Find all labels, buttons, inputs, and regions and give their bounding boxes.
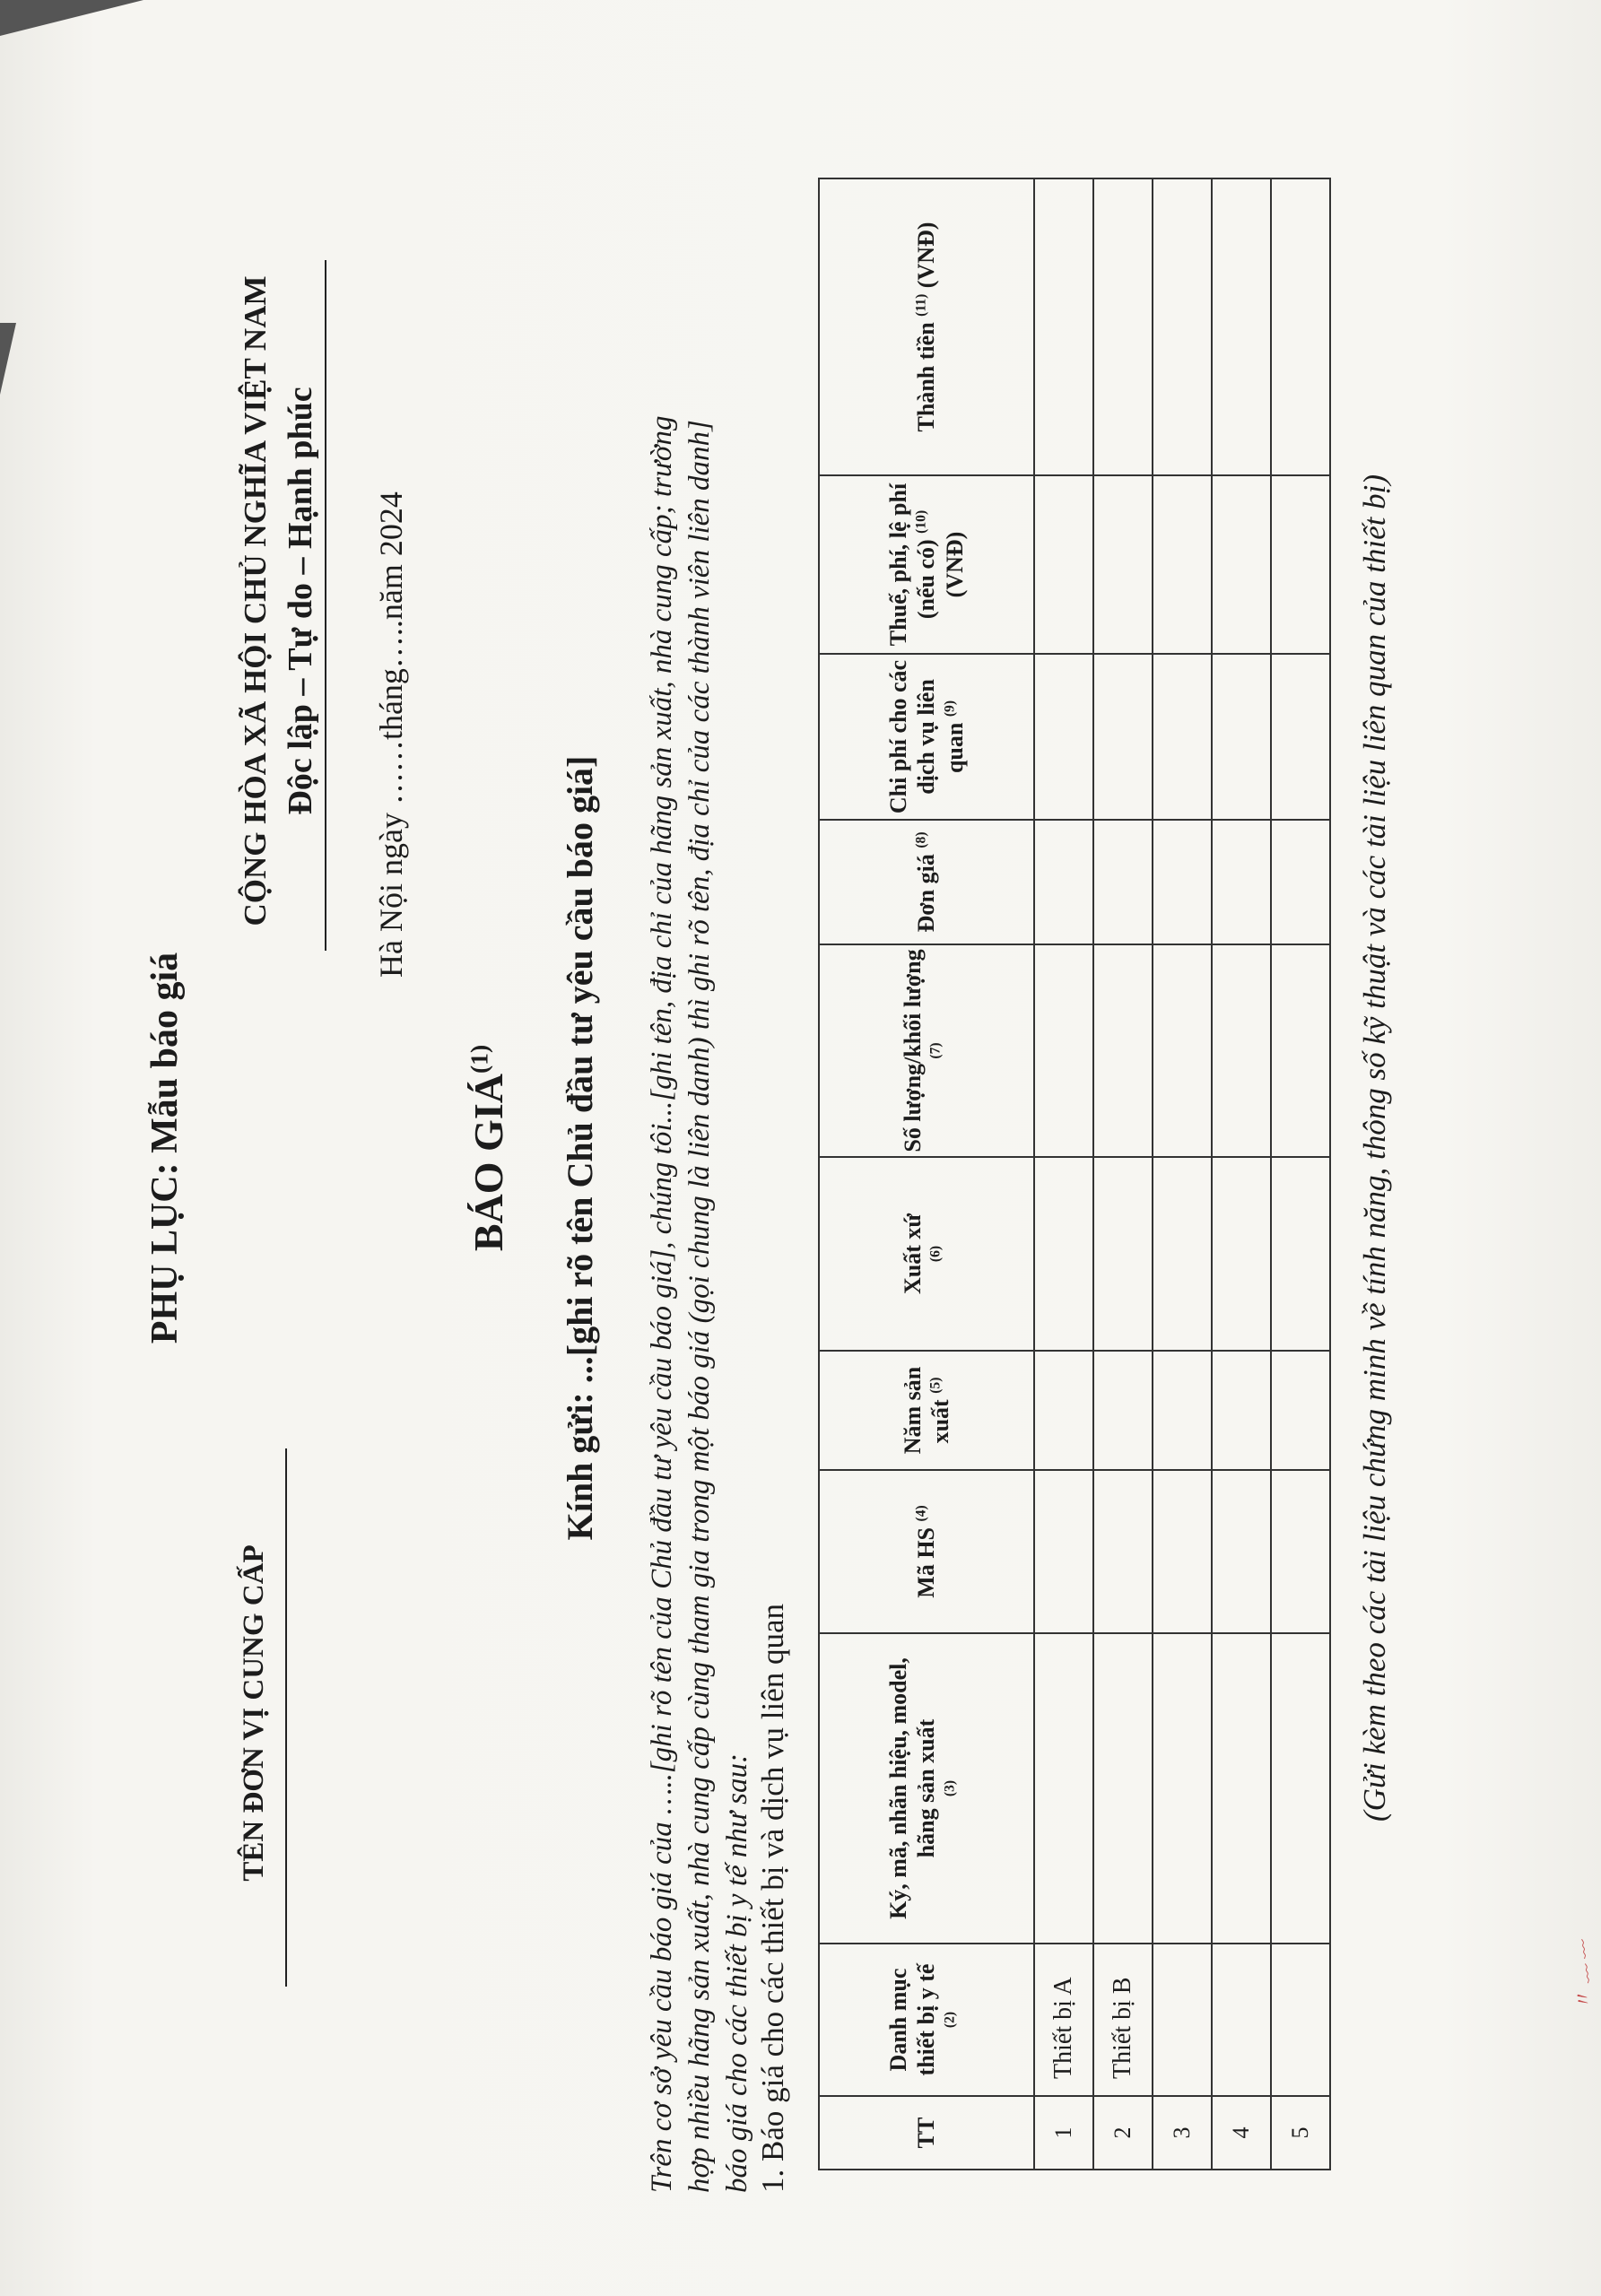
col-label: Ký, mã, nhãn hiệu, model, hãng sản xuất: [885, 1657, 940, 1919]
table-row: [1153, 178, 1212, 2170]
col-ref: (3): [941, 1779, 957, 1797]
cell-tt: 4: [1212, 2096, 1271, 2170]
col-label: Mã HS: [913, 1526, 940, 1598]
col-ref: (4): [913, 1505, 929, 1522]
col-suffix: (VNĐ): [941, 531, 968, 598]
cell-empty: [1212, 1351, 1271, 1470]
cell-empty: [1271, 1470, 1330, 1633]
cell-empty: [1153, 944, 1212, 1157]
cell-item: [1271, 1944, 1330, 2096]
quote-title-text: BÁO GIÁ: [466, 1074, 511, 1252]
col-header-unit-price: [819, 820, 1034, 944]
cell-empty: [1093, 820, 1153, 944]
cell-empty: [1212, 178, 1271, 475]
cell-empty: [1034, 1633, 1093, 1944]
cell-empty: [1153, 1633, 1212, 1944]
col-ref: (5): [927, 1377, 944, 1394]
cell-empty: [1093, 178, 1153, 475]
cell-empty: [1034, 1157, 1093, 1351]
cell-empty: [1034, 944, 1093, 1157]
col-label: Xuất xứ: [899, 1213, 926, 1294]
cell-item: Thiết bị B: [1093, 1944, 1153, 2096]
table-row: [1093, 178, 1153, 2170]
quote-title-ref: (1): [465, 1044, 493, 1074]
intro-line-3: báo giá cho các thiết bị y tế như sau:: [721, 1753, 753, 2193]
col-label: Thuế, phí, lệ phí (nếu có): [885, 483, 940, 647]
table-row: [1034, 178, 1093, 2170]
cell-empty: [1034, 178, 1093, 475]
cell-empty: [1093, 1633, 1153, 1944]
cell-empty: [1093, 1470, 1153, 1633]
col-label: Chi phí cho các dịch vụ liên quan: [885, 659, 968, 814]
intro-line-2: hợp nhiều hãng sản xuất, nhà cung cấp cùng tham gia trong một báo giá (gọi chung là liên danh) thì ghi rõ tên, địa chỉ của các thành viên liên danh]: [683, 420, 716, 2193]
attachment-note: (Gửi kèm theo các tài liệu chứng minh về tính năng, thông số kỹ thuật và các tài liệu liên quan của thiết bị): [1357, 474, 1392, 1822]
col-label: Danh mục thiết bị y tế: [885, 1963, 940, 2076]
cell-empty: [1093, 1157, 1153, 1351]
col-label: TT: [913, 2117, 940, 2149]
cell-empty: [1271, 178, 1330, 475]
cell-empty: [1212, 1633, 1271, 1944]
cell-empty: [1093, 1351, 1153, 1470]
cell-empty: [1212, 1157, 1271, 1351]
cell-empty: [1034, 475, 1093, 654]
quote-title: [465, 0, 512, 2296]
provider-unit-name: TÊN ĐƠN VỊ CUNG CẤP: [238, 1544, 270, 1882]
col-header-service-cost: [819, 654, 1034, 820]
col-ref: (2): [941, 2011, 957, 2029]
intro-line-1: Trên cơ sở yêu cầu báo giá của …..[ghi rõ tên của Chủ đầu tư yêu cầu báo giá], chúng tôi...[ghi tên, địa chỉ của hãng sản xuất, nhà cung cấp; trường: [646, 415, 678, 2193]
col-label: Đơn giá: [913, 854, 940, 933]
cell-tt: 5: [1271, 2096, 1330, 2170]
appendix-title: PHỤ LỤC: Mẫu báo giá: [144, 952, 186, 1344]
cell-tt: 3: [1153, 2096, 1212, 2170]
cell-empty: [1271, 475, 1330, 654]
col-ref: (7): [927, 1042, 944, 1059]
col-ref: (11): [913, 293, 929, 317]
col-header-model: [819, 1633, 1034, 1944]
cell-empty: [1271, 1157, 1330, 1351]
cell-empty: [1153, 1470, 1212, 1633]
cell-empty: [1093, 944, 1153, 1157]
cell-empty: [1271, 944, 1330, 1157]
cell-item: Thiết bị A: [1034, 1944, 1093, 2096]
col-header-origin: [819, 1157, 1034, 1351]
col-header-item: [819, 1944, 1034, 2096]
national-motto: Độc lập – Tự do – Hạnh phúc: [282, 387, 319, 815]
cell-empty: [1271, 654, 1330, 820]
cell-empty: [1271, 1351, 1330, 1470]
cell-empty: [1034, 1351, 1093, 1470]
table-header-row: [819, 178, 1034, 2170]
col-ref: (10): [913, 509, 929, 534]
cell-empty: [1212, 654, 1271, 820]
cell-empty: [1034, 654, 1093, 820]
cell-empty: [1212, 944, 1271, 1157]
quote-table: [818, 178, 1331, 2170]
cell-empty: [1153, 654, 1212, 820]
cell-item: [1153, 1944, 1212, 2096]
table-row: [1212, 178, 1271, 2170]
cell-empty: [1034, 820, 1093, 944]
cell-empty: [1271, 1633, 1330, 1944]
cell-empty: [1093, 475, 1153, 654]
cell-empty: [1153, 178, 1212, 475]
cell-tt: 2: [1093, 2096, 1153, 2170]
red-ink-mark: 〃 ﹏ ﹏: [1563, 1938, 1597, 2011]
col-header-total: [819, 178, 1034, 475]
cell-empty: [1271, 820, 1330, 944]
cell-empty: [1153, 475, 1212, 654]
section-heading-1: 1. Báo giá cho các thiết bị và dịch vụ liên quan: [755, 1603, 790, 2193]
col-ref: (8): [913, 831, 929, 848]
cell-empty: [1153, 1157, 1212, 1351]
recipient-line: Kính gửi: ...[ghi rõ tên Chủ đầu tư yêu cầu báo giá]: [560, 755, 600, 1541]
national-name: CỘNG HÒA XÃ HỘI CHỦ NGHĨA VIỆT NAM: [238, 275, 273, 926]
col-ref: (9): [941, 700, 957, 718]
cell-empty: [1034, 1470, 1093, 1633]
col-header-tax: [819, 475, 1034, 654]
col-header-hs-code: [819, 1470, 1034, 1633]
date-line: Hà Nội ngày ……tháng…..năm 2024: [373, 491, 409, 978]
cell-empty: [1212, 1470, 1271, 1633]
col-ref: (6): [927, 1245, 944, 1263]
col-label: Số lượng/khối lượng: [899, 949, 926, 1152]
cell-empty: [1153, 1351, 1212, 1470]
cell-empty: [1153, 820, 1212, 944]
motto-underline: [325, 260, 326, 951]
col-header-tt: [819, 2096, 1034, 2170]
col-suffix: (VNĐ): [913, 222, 940, 289]
col-header-quantity: [819, 944, 1034, 1157]
provider-underline: [285, 1448, 287, 1987]
col-label: Thành tiền: [913, 322, 940, 432]
table-row: [1271, 178, 1330, 2170]
cell-empty: [1093, 654, 1153, 820]
cell-empty: [1212, 475, 1271, 654]
cell-item: [1212, 1944, 1271, 2096]
cell-tt: 1: [1034, 2096, 1093, 2170]
cell-empty: [1212, 820, 1271, 944]
col-header-year: [819, 1351, 1034, 1470]
col-label: Năm sản xuất: [899, 1366, 953, 1455]
